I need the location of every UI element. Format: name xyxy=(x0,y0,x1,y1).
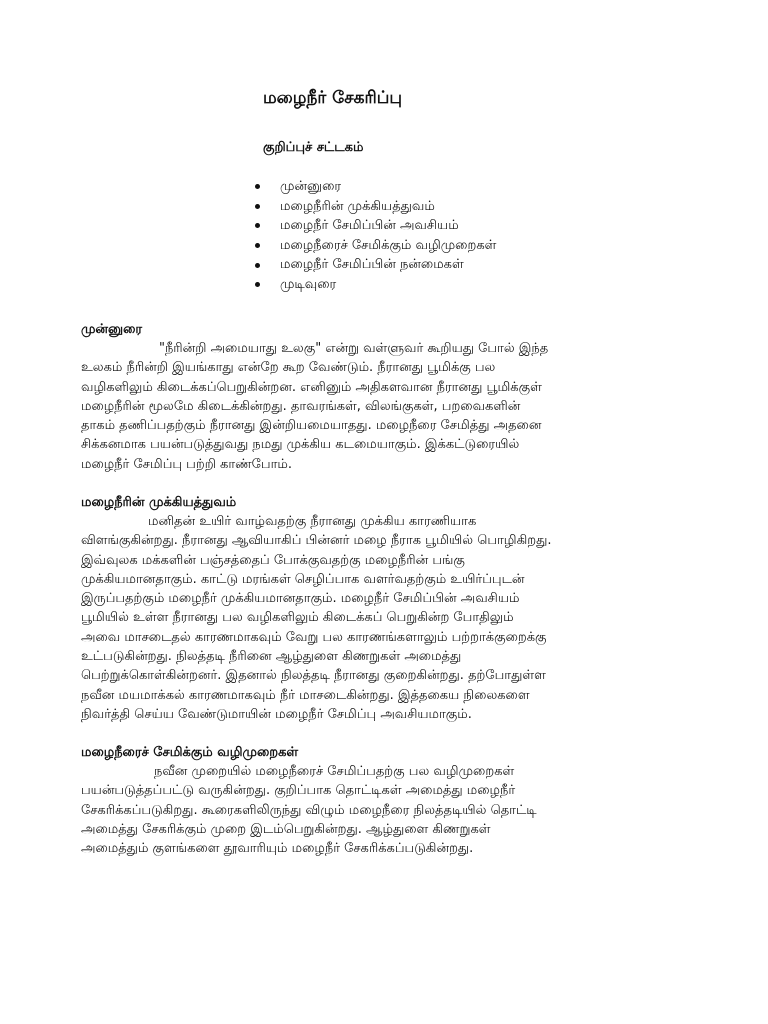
paragraph-line: உலகம் நீரின்றி இயங்காது என்றே கூற வேண்டும். நீரானது பூமிக்கு பல xyxy=(81,360,496,376)
paragraph-line: சிக்கனமாக பயன்படுத்துவது நமது முக்கிய கடமையாகும். இக்கட்டுரையில் xyxy=(81,437,520,453)
outline-item-label: முன்னுரை xyxy=(280,179,342,194)
paragraph-line: அவை மாசடைதல் காரணமாகவும் வேறு பல காரணங்களாலும் பற்றாக்குறைக்கு xyxy=(81,629,547,645)
paragraph-line: இவ்வுலக மக்களின் பஞ்சத்தைப் போக்குவதற்கு மழைநீரின் பங்கு xyxy=(81,552,465,568)
bullet-icon xyxy=(255,204,260,209)
outline-item xyxy=(255,216,496,236)
paragraph-line: நிவர்த்தி செய்ய வேண்டுமாயின் மழைநீர் சேமிப்பு அவசியமாகும். xyxy=(81,706,472,722)
outline-item xyxy=(255,177,496,197)
bullet-icon xyxy=(255,282,260,287)
section-heading: முன்னுரை xyxy=(81,322,143,337)
outline-list xyxy=(255,177,496,295)
bullet-icon xyxy=(255,223,260,228)
paragraph-line: மழைநீர் சேமிப்பு பற்றி காண்போம். xyxy=(81,456,292,472)
paragraph-line: தாகம் தணிப்பதற்கும் நீரானது இன்றியமையாதது. மழைநீரை சேமித்து அதனை xyxy=(81,418,542,434)
paragraph-line: பூமியில் உள்ள நீரானது பல வழிகளிலும் கிடைக்கப் பெறுகின்ற போதிலும் xyxy=(81,610,514,626)
paragraph-line: "நீரின்றி அமையாது உலகு" என்று வள்ளுவர் கூறியது போல் இந்த xyxy=(159,341,549,356)
paragraph-line: சேகரிக்கப்படுகிறது. கூரைகளிலிருந்து விழும் மழைநீரை நிலத்தடியில் தொட்டி xyxy=(81,802,537,818)
section-heading: மழைநீரின் முக்கியத்துவம் xyxy=(81,495,237,510)
outline-item-label: மழைநீர் சேமிப்பின் அவசியம் xyxy=(280,218,459,234)
paragraph-line: பெற்றுக்கொள்கின்றனர். இதனால் நிலத்தடி நீரானது குறைகின்றது. தற்போதுள்ள xyxy=(81,668,546,684)
paragraph-line: மழைநீரின் மூலமே கிடைக்கின்றது. தாவரங்கள், விலங்குகள், பறவைகளின் xyxy=(81,398,521,414)
paragraph-line: அமைத்து சேகரிக்கும் முறை இடம்பெறுகின்றது. ஆழ்துளை கிணறுகள் xyxy=(81,821,491,837)
bullet-icon xyxy=(255,263,260,268)
paragraph-line: நவீன முறையில் மழைநீரைச் சேமிப்பதற்கு பல வழிமுறைகள் xyxy=(154,764,515,779)
outline-item xyxy=(255,255,496,275)
paragraph-line: உட்படுகின்றது. நிலத்தடி நீரினை ஆழ்துளை கிணறுகள் அமைத்து xyxy=(81,649,462,665)
paragraph-line: அமைத்தும் குளங்களை தூவாரியும் மழைநீர் சேகரிக்கப்படுகின்றது. xyxy=(81,841,474,857)
paragraph-line: வழிகளிலும் கிடைக்கப்பெறுகின்றன. எனினும் அதிகளவான நீரானது பூமிக்குள் xyxy=(81,379,542,395)
outline-item-label: மழைநீர் சேமிப்பின் நன்மைகள் xyxy=(280,257,464,273)
bullet-icon xyxy=(255,184,260,189)
outline-item-label: மழைநீரின் முக்கியத்துவம் xyxy=(280,198,435,214)
outline-item-label: முடிவுரை xyxy=(280,276,337,292)
outline-heading: குறிப்புச் சட்டகம் xyxy=(263,140,364,155)
section-methods xyxy=(81,743,701,858)
paragraph-line: முக்கியமானதாகும். காட்டு மரங்கள் செழிப்பாக வளர்வதற்கும் உயிர்ப்புடன் xyxy=(81,571,525,587)
paragraph-line: விளங்குகின்றது. நீரானது ஆவியாகிப் பின்னர் மழை நீராக பூமியில் பொழிகிறது. xyxy=(81,533,552,549)
paragraph-line: நவீன மயமாக்கல் காரணமாகவும் நீர் மாசடைகின்றது. இத்தகைய நிலைகளை xyxy=(81,687,530,703)
outline-item xyxy=(255,236,496,256)
paragraph-line: மனிதன் உயிர் வாழ்வதற்கு நீரானது முக்கிய காரணியாக xyxy=(148,514,477,529)
document-title: மழைநீர் சேகரிப்பு xyxy=(263,88,403,108)
section-heading: மழைநீரைச் சேமிக்கும் வழிமுறைகள் xyxy=(81,745,299,760)
section-introduction xyxy=(81,320,701,474)
section-importance xyxy=(81,493,701,724)
paragraph-line: பயன்படுத்தப்பட்டு வருகின்றது. குறிப்பாக தொட்டிகள் அமைத்து மழைநீர் xyxy=(81,783,516,799)
bullet-icon xyxy=(255,243,260,248)
outline-item xyxy=(255,197,496,217)
paragraph-line: இருப்பதற்கும் மழைநீர் முக்கியமானதாகும். மழைநீர் சேமிப்பின் அவசியம் xyxy=(81,591,520,607)
outline-item xyxy=(255,275,496,295)
outline-item-label: மழைநீரைச் சேமிக்கும் வழிமுறைகள் xyxy=(280,237,497,253)
